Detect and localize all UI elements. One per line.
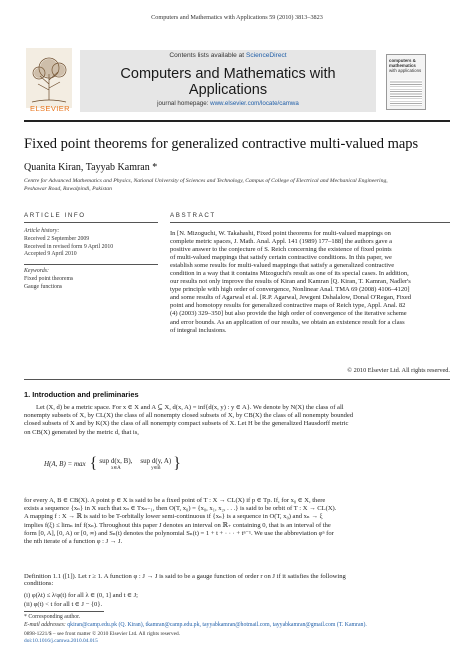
history-accepted: Accepted 9 April 2010 — [24, 251, 77, 258]
history-list — [24, 236, 113, 259]
journal-title: Computers and Mathematics with Applications — [120, 66, 336, 98]
body-line: the nth iterate of a function φ : J → J. — [24, 538, 123, 546]
publisher-wordmark: ELSEVIER — [30, 104, 70, 113]
keywords-label: Keywords: — [24, 268, 49, 274]
definition-1-1 — [24, 573, 450, 587]
affiliation-line-2: Peshawar Road, Rawalpindi, Pakistan — [24, 185, 112, 192]
equation-term-2-text: sup d(y, A) — [140, 457, 172, 465]
keyword-item: Fixed point theorems — [24, 276, 74, 282]
abstract-line: and some results of Agarwal et al. [R.P. Agarwal, Jewgeni Dshalalow, Donal O'Regan, Fixed — [170, 294, 412, 302]
body-line: exists a sequence {xₙ} in X such that xₙ ∈ Txₙ₋₁, then O(T, x₀) = {x₀, x₁, x₂, . . .} is said to be orbit of T : X → CL(X). — [24, 505, 337, 513]
cover-subtitle: with applications — [389, 68, 422, 73]
history-revised: Received in revised form 9 April 2010 — [24, 243, 114, 250]
contents-line — [80, 52, 376, 59]
header-rule — [24, 120, 450, 122]
equation-term-2-sub: y∈B — [151, 466, 161, 471]
history-label: Article history: — [24, 228, 60, 234]
abstract-line: point and homotopy results for generalized contractive maps of Reich type, Appl. Anal. 82 — [170, 302, 406, 310]
history-received: Received 2 September 2009 — [24, 236, 90, 242]
abstract-line: of integral inclusions. — [170, 326, 227, 334]
contents-prefix: Contents lists available at — [169, 52, 246, 59]
body-line: Let (X, d) be a metric space. For x ∈ X and A ⊆ X, d(x, A) = inf{d(x, y) : y ∈ A}. We denote by N(X) the class of all — [36, 404, 344, 411]
author-affiliation — [24, 178, 450, 193]
abstract-heading: ABSTRACT — [170, 212, 216, 219]
sciencedirect-link[interactable]: ScienceDirect — [245, 52, 287, 59]
abstract-line: In [N. Mizoguchi, W. Takahashi, Fixed point theorems for multi-valued mappings on — [170, 230, 391, 237]
issn-line: 0898-1221/$ – see front matter © 2010 Elsevier Ltd. All rights reserved. — [24, 631, 181, 637]
cover-title-main: computers & mathematics — [389, 58, 416, 68]
intro-paragraph-1 — [24, 404, 450, 437]
abstract-line: type principle with high order of convergence, Nonlinear Anal. TMA 69 (2008) 4106–4120] — [170, 286, 410, 294]
abstract-line: complete metric spaces, J. Math. Anal. Appl. 141 (1989) 177–188] the authors gave a — [170, 238, 393, 246]
running-head: Computers and Mathematics with Applications 59 (2010) 3813–3823 — [151, 14, 323, 21]
keywords-list — [24, 276, 73, 291]
definition-text: Definition 1.1 ([1]). Let r ≥ 1. A function φ : J → J is said to be a gauge function of order r on J if it satisfies the following — [24, 573, 346, 580]
section-title: 1. Introduction and preliminaries — [24, 390, 139, 399]
abstract-line: our results not only improve the results of Kiran and Kamran [Q. Kiran, T. Kamran, Nadler's — [170, 278, 411, 286]
abstract-line: and error bounds. As an application of our results, we obtain an existence result for a class — [170, 318, 405, 326]
body-line: closed subsets of X and by K(X) the class of all nonempty compact subsets of X. Let H be the generalized Hausdorff metric — [24, 420, 349, 428]
footnote-rule — [24, 611, 104, 612]
condition-ii: (ii) φ(t) < t for all t ∈ J − {0}. — [24, 601, 103, 608]
condition-i: (i) φ(λt) ≤ λʳφ(t) for all λ ∈ (0, 1] and t ∈ J; — [24, 592, 138, 599]
body-line: on CB(X) generated by the metric d, that is, — [24, 428, 139, 436]
keywords-rule — [24, 264, 158, 265]
email-links[interactable]: qkiran@camp.edu.pk (Q. Kiran), tkamran@camp.edu.pk, tayyabkamran@hotmail.com, tayyabkamran@gmail.com (T. Kamran). — [67, 622, 367, 628]
equation-lhs: H(A, B) = max — [44, 460, 86, 468]
body-line: A mapping f : X → ℝ is said to be T-orbitally lower semi-continuous if {xₙ} is a sequence in O(T, x₀) and xₙ → ξ — [24, 513, 323, 521]
abstract-line: establish some results for multi-valued mappings that satisfy a generalized contractive — [170, 262, 395, 270]
equation-term-1-text: sup d(x, B), — [99, 457, 133, 465]
body-line: nonempty subsets of X, by CL(X) the class of all nonempty closed subsets of X, by CB(X) the class of all nonempty bounded — [24, 412, 354, 420]
abstract-line: of multi-valued mappings that satisfy certain contractive conditions. In this paper, we — [170, 254, 392, 262]
body-line: form [0, A], [0, A) or [0, ∞) and Sₙ(t) denotes the polynomial Sₙ(t) = 1 + t + · · · + tⁿ⁻¹. We use the abbreviation φⁿ for — [24, 529, 334, 537]
body-line: implies f(ξ) ≤ limₙ inf f(xₙ). Throughout this paper J denotes an interval on ℝ₊ containing 0, that is an interval of the — [24, 521, 331, 529]
article-authors: Quanita Kiran, Tayyab Kamran * — [24, 162, 158, 173]
hausdorff-equation — [44, 456, 181, 472]
right-brace: } — [173, 455, 181, 472]
abstract-line: condition in a way that it contains Mizoguchi's result as one of its special cases. In addition, — [170, 270, 409, 278]
doi-link[interactable]: doi:10.1016/j.camwa.2010.04.015 — [24, 638, 98, 644]
homepage-prefix: journal homepage: — [157, 100, 211, 107]
elsevier-tree-logo — [26, 48, 72, 108]
abstract-line: positive answer to the conjecture of S. Reich concerning the existence of fixed points — [170, 246, 392, 254]
doi-block — [24, 638, 98, 645]
cover-text-lines — [390, 80, 422, 106]
abstract-line: (4) (2003) 329–350] but also provide the high order of convergence of the iterative scheme — [170, 310, 407, 318]
abstract-end-rule — [24, 379, 450, 380]
equation-term-1 — [99, 457, 132, 471]
equation-term-2 — [140, 457, 171, 471]
keyword-item: Gauge functions — [24, 283, 63, 290]
abstract-rule — [170, 222, 450, 223]
email-addresses — [24, 622, 454, 628]
corresponding-author-note: * Corresponding author. — [24, 614, 81, 620]
abstract-body — [170, 230, 450, 335]
email-label: E-mail addresses: — [24, 622, 68, 628]
article-info-heading: ARTICLE INFO — [24, 212, 86, 219]
left-brace: { — [89, 455, 98, 472]
affiliation-line-1: Centre for Advanced Mathematics and Physics, National University of Sciences and Technology, Campus of College of Electrical and Mechanical Engineering, — [24, 178, 388, 184]
cover-title — [389, 58, 424, 73]
journal-homepage — [80, 100, 376, 107]
definition-tail: conditions: — [24, 580, 54, 587]
body-line: for every A, B ∈ CB(X). A point p ∈ X is said to be a fixed point of T : X → CL(X) if p ∈ Tp. If, for x₀ ∈ X, there — [24, 497, 326, 504]
article-title: Fixed point theorems for generalized contractive multi-valued maps — [24, 136, 419, 152]
abstract-copyright: © 2010 Elsevier Ltd. All rights reserved. — [347, 367, 450, 374]
front-matter-meta — [24, 631, 180, 638]
homepage-link[interactable]: www.elsevier.com/locate/camwa — [210, 100, 299, 107]
article-info-rule — [24, 222, 158, 223]
equation-term-1-sub: x∈A — [110, 466, 121, 471]
intro-paragraph-2 — [24, 497, 450, 546]
